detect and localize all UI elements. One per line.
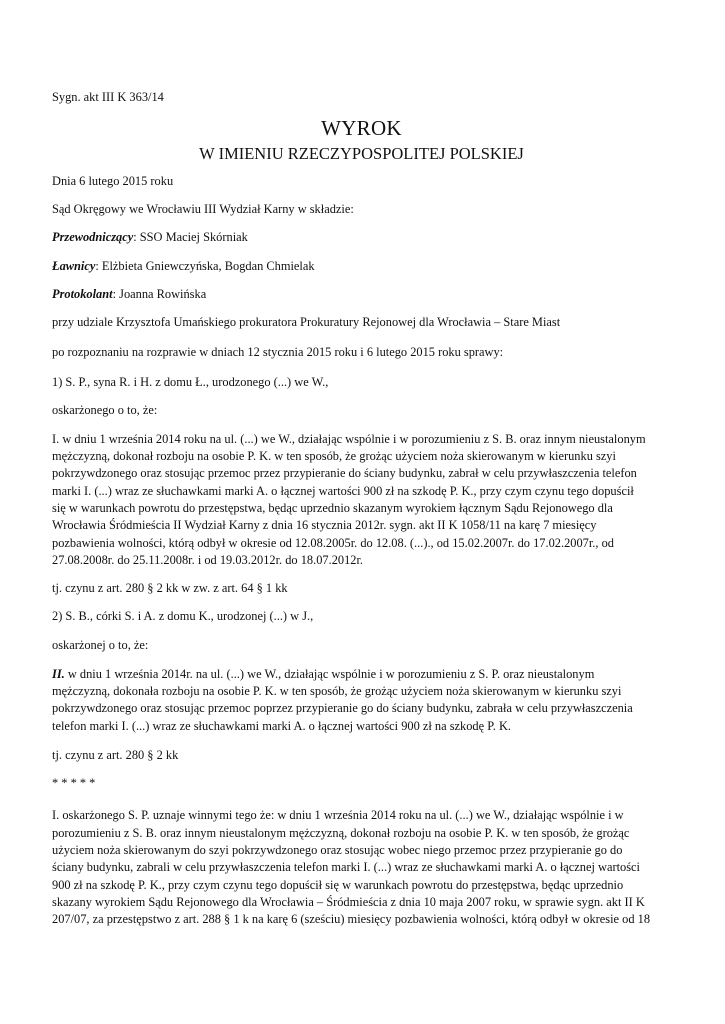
lay-judges-label: Ławnicy — [52, 259, 96, 273]
charge-1-line: Wrocławia Śródmieścia II Wydział Karny z dnia 16 stycznia 2012r. sygn. akt II K 1058/11 na karę 7 miesięcy — [52, 518, 597, 532]
defendant-2: 2) S. B., córki S. i A. z domu K., urodzonej (...) w J., — [52, 609, 314, 623]
recorder-label: Protokolant — [52, 287, 113, 301]
recorder-value: : Joanna Rowińska — [112, 287, 207, 301]
charge-1-line: pokrzywdzonego oraz stosując przemoc przez przypieranie do ściany budynku, zabrał w celu przywłaszczenia telefon — [52, 466, 637, 480]
lay-judges-value: : Elżbieta Gniewczyńska, Bogdan Chmielak — [95, 259, 315, 273]
charge-1-line: I. w dniu 1 września 2014 roku na ul. (...) we W., działając wspólnie i w porozumieniu z S. B. oraz innym nieustalonym — [52, 432, 646, 446]
recorder — [52, 286, 206, 303]
charge-1-line: marki I. (...) wraz ze słuchawkami marki A. o łącznej wartości 900 zł na szkodę P. K., przy czym czynu tego dopuścił — [52, 484, 634, 498]
verdict-line: I. oskarżonego S. P. uznaje winnymi tego że: w dniu 1 września 2014 roku na ul. (...) we W., działając wspólnie i w — [52, 808, 624, 822]
case-signature: Sygn. akt III K 363/14 — [52, 90, 164, 104]
document-title: WYROK — [321, 116, 402, 140]
document-subtitle: W IMIENIU RZECZYPOSPOLITEJ POLSKIEJ — [199, 144, 524, 163]
presiding-value: : SSO Maciej Skórniak — [133, 230, 248, 244]
charge-2-line — [52, 666, 671, 683]
lay-judges — [52, 258, 315, 275]
charge-1-line: się w warunkach powrotu do przestępstwa, będąc uprzednio skazanym wyrokiem łącznym Sądu Rejonowego dla — [52, 501, 613, 515]
legal-basis-1: tj. czynu z art. 280 § 2 kk w zw. z art. 64 § 1 kk — [52, 581, 288, 595]
charge-2-line: mężczyzną, dokonała rozboju na osobie P. K. w ten sposób, że grożąc użyciem noża skierowanym w kierunku szyi — [52, 684, 622, 698]
court-composition: Sąd Okręgowy we Wrocławiu III Wydział Karny w składzie: — [52, 202, 354, 216]
accused-heading-1: oskarżonego o to, że: — [52, 403, 158, 417]
legal-basis-2: tj. czynu z art. 280 § 2 kk — [52, 748, 179, 762]
charge-2-line-text: w dniu 1 września 2014r. na ul. (...) we W., działając wspólnie i w porozumieniu z S. P. oraz nieustalonym — [64, 667, 595, 681]
charge-2-marker: II. — [52, 667, 65, 681]
section-separator: * * * * * — [52, 776, 96, 790]
verdict-line: 207/07, za przestępstwo z art. 288 § 1 k na karę 6 (sześciu) miesięcy pozbawienia wolności, którą odbył w okresie od 18 — [52, 912, 651, 926]
charge-1-line: mężczyzną, dokonał rozboju na osobie P. K. w ten sposób, że grożąc użyciem noża skierowanym w kierunku szyi — [52, 449, 616, 463]
hearing-line: po rozpoznaniu na rozprawie w dniach 12 stycznia 2015 roku i 6 lutego 2015 roku sprawy: — [52, 345, 504, 359]
verdict-line: porozumieniu z S. B. oraz innym nieustalonym mężczyzną, dokonał rozboju na osobie P. K. w ten sposób, że grożąc — [52, 826, 630, 840]
charge-1-line: pozbawienia wolności, którą odbył w okresie od 12.08.2005r. do 12.08. (...)., od 15.02.2007r. do 17.02.2007r., od — [52, 536, 614, 550]
presiding-judge — [52, 229, 248, 246]
verdict-line: skazany wyrokiem Sądu Rejonowego dla Wrocławia – Śródmieścia z dnia 10 maja 2007 roku, w sprawie sygn. akt II K — [52, 895, 645, 909]
presiding-label: Przewodniczący — [52, 230, 134, 244]
charge-2-line: telefon marki I. (...) wraz ze słuchawkami marki A. o łącznej wartości 900 zł na szkodę P. K. — [52, 719, 511, 733]
defendant-1: 1) S. P., syna R. i H. z domu Ł., urodzonego (...) we W., — [52, 375, 329, 389]
verdict-line: użyciem noża skierowanym do szyi pokrzywdzonego oraz stosując wobec niego przemoc przez przypieranie go do — [52, 843, 623, 857]
verdict-line: 900 zł na szkodę P. K., przy czym czynu tego dopuścił się w warunkach powrotu do przestępstwa, będąc uprzednio — [52, 878, 624, 892]
verdict-line: ściany budynku, zabrali w celu przywłaszczenia telefon marki I. (...) wraz ze słuchawkami marki A. o łącznej wartości — [52, 860, 640, 874]
charge-1-line: 27.08.2008r. do 25.11.2008r. i od 19.03.2012r. do 18.07.2012r. — [52, 553, 364, 567]
prosecutor-line: przy udziale Krzysztofa Umańskiego prokuratora Prokuratury Rejonowej dla Wrocławia – Stare Miast — [52, 315, 561, 329]
charge-2-line: pokrzywdzonego oraz stosując przemoc poprzez przypieranie go do ściany budynku, zabrała w celu przywłaszczenia — [52, 701, 633, 715]
judgment-date: Dnia 6 lutego 2015 roku — [52, 174, 174, 188]
accused-heading-2: oskarżonej o to, że: — [52, 638, 149, 652]
